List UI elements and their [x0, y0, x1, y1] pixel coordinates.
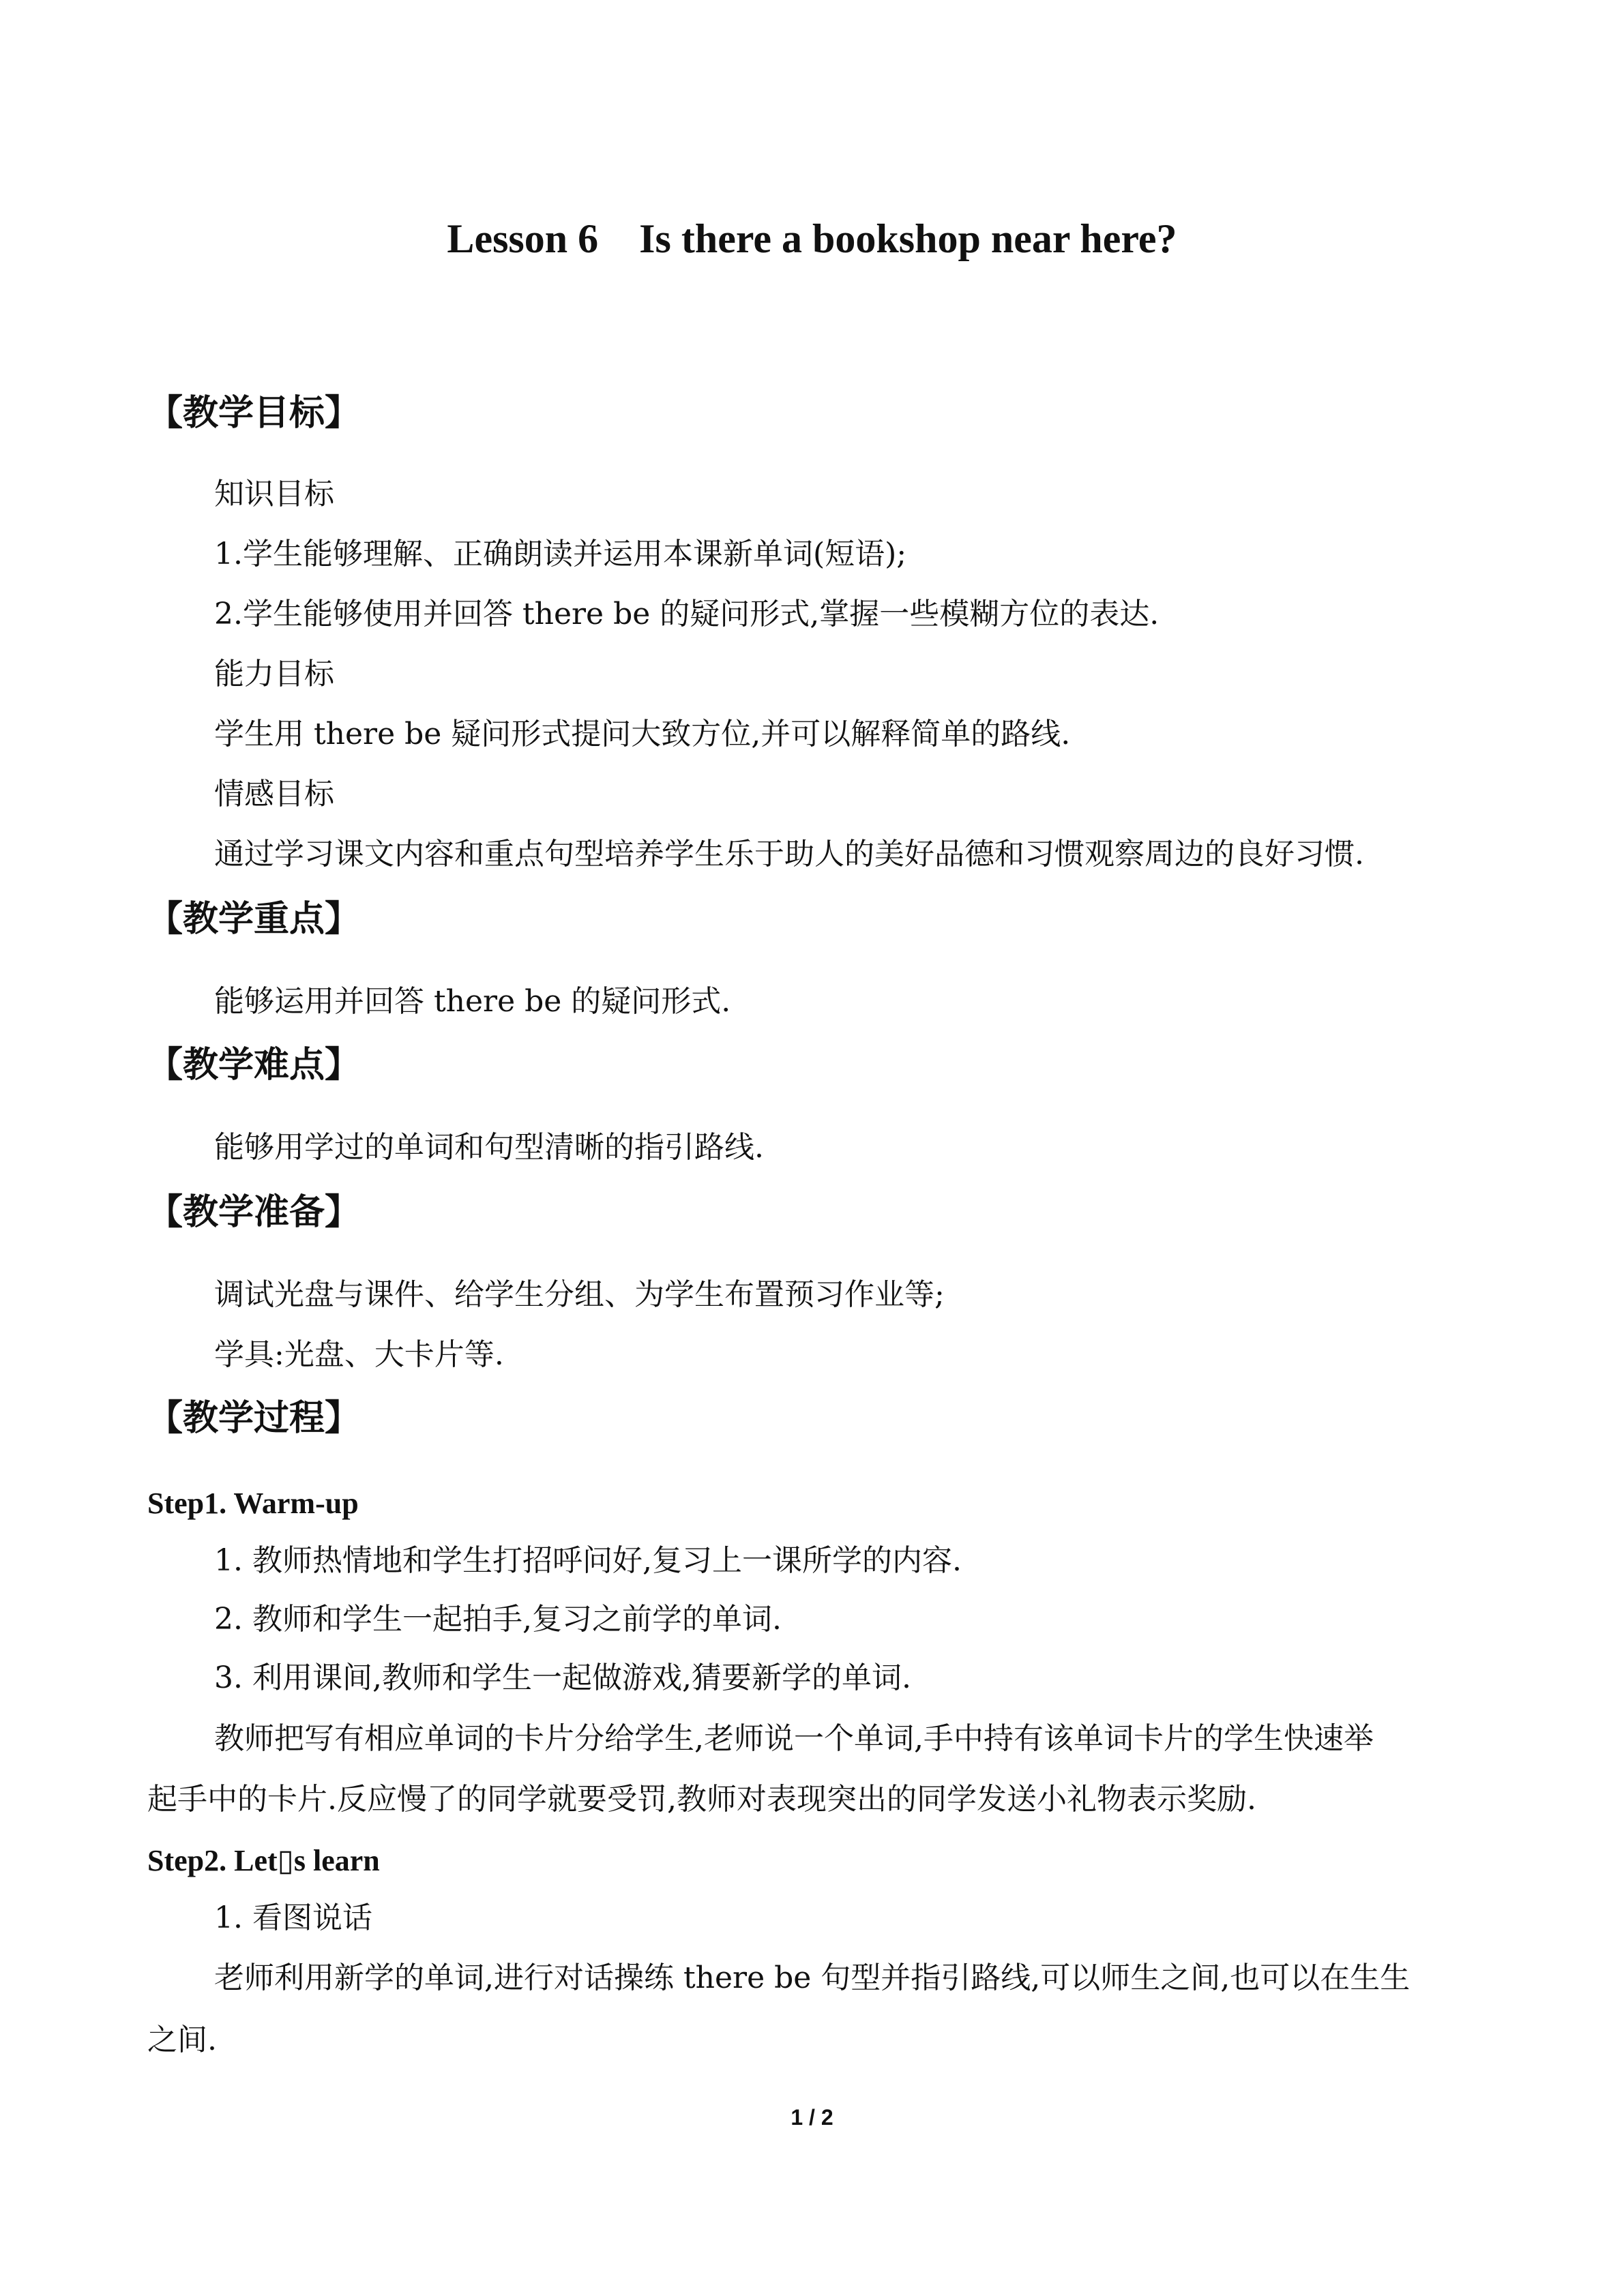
knowledge-objective-1: 1.学生能够理解、正确朗读并运用本课新单词(短语);	[214, 537, 907, 571]
section-heading-preparation: 【教学准备】	[147, 1192, 361, 1233]
preparation-line-1: 调试光盘与课件、给学生分组、为学生布置预习作业等;	[214, 1277, 945, 1312]
ability-objective-label: 能力目标	[214, 657, 334, 691]
section-heading-process: 【教学过程】	[147, 1398, 361, 1439]
step1-title: Step1. Warm-up	[147, 1487, 359, 1520]
section-heading-key-points: 【教学重点】	[147, 899, 361, 940]
step1-item-2: 2. 教师和学生一起拍手,复习之前学的单词.	[214, 1602, 782, 1637]
emotion-objective-label: 情感目标	[214, 777, 334, 811]
step2-title: Step2. Let▯s learn	[147, 1844, 380, 1877]
step2-paragraph-line-1: 老师利用新学的单词,进行对话操练 there be 句型并指引路线,可以师生之间,也可以在生生	[214, 1960, 1411, 1995]
step2-paragraph-line-2: 之间.	[147, 2023, 217, 2057]
step1-paragraph-line-2: 起手中的卡片.反应慢了的同学就要受罚,教师对表现突出的同学发送小礼物表示奖励.	[147, 1782, 1256, 1817]
step1-item-1: 1. 教师热情地和学生打招呼问好,复习上一课所学的内容.	[214, 1543, 962, 1578]
knowledge-objective-label: 知识目标	[214, 477, 334, 511]
step2-item-1: 1. 看图说话	[214, 1900, 372, 1935]
preparation-line-2: 学具:光盘、大卡片等.	[214, 1337, 504, 1372]
page-number: 1 / 2	[791, 2105, 833, 2130]
section-heading-difficulties: 【教学难点】	[147, 1045, 361, 1086]
difficulties-text: 能够用学过的单词和句型清晰的指引路线.	[214, 1130, 764, 1165]
step1-paragraph-line-1: 教师把写有相应单词的卡片分给学生,老师说一个单词,手中持有该单词卡片的学生快速举	[214, 1721, 1374, 1756]
knowledge-objective-2: 2.学生能够使用并回答 there be 的疑问形式,掌握一些模糊方位的表达.	[214, 597, 1160, 631]
ability-objective-1: 学生用 there be 疑问形式提问大致方位,并可以解释简单的路线.	[214, 717, 1071, 751]
step1-item-3: 3. 利用课间,教师和学生一起做游戏,猜要新学的单词.	[214, 1660, 911, 1695]
document-title: Lesson 6 Is there a bookshop near here?	[447, 216, 1177, 261]
key-points-text: 能够运用并回答 there be 的疑问形式.	[214, 984, 731, 1019]
section-heading-objectives: 【教学目标】	[147, 393, 361, 434]
emotion-objective-1: 通过学习课文内容和重点句型培养学生乐于助人的美好品德和习惯观察周边的良好习惯.	[214, 837, 1364, 871]
